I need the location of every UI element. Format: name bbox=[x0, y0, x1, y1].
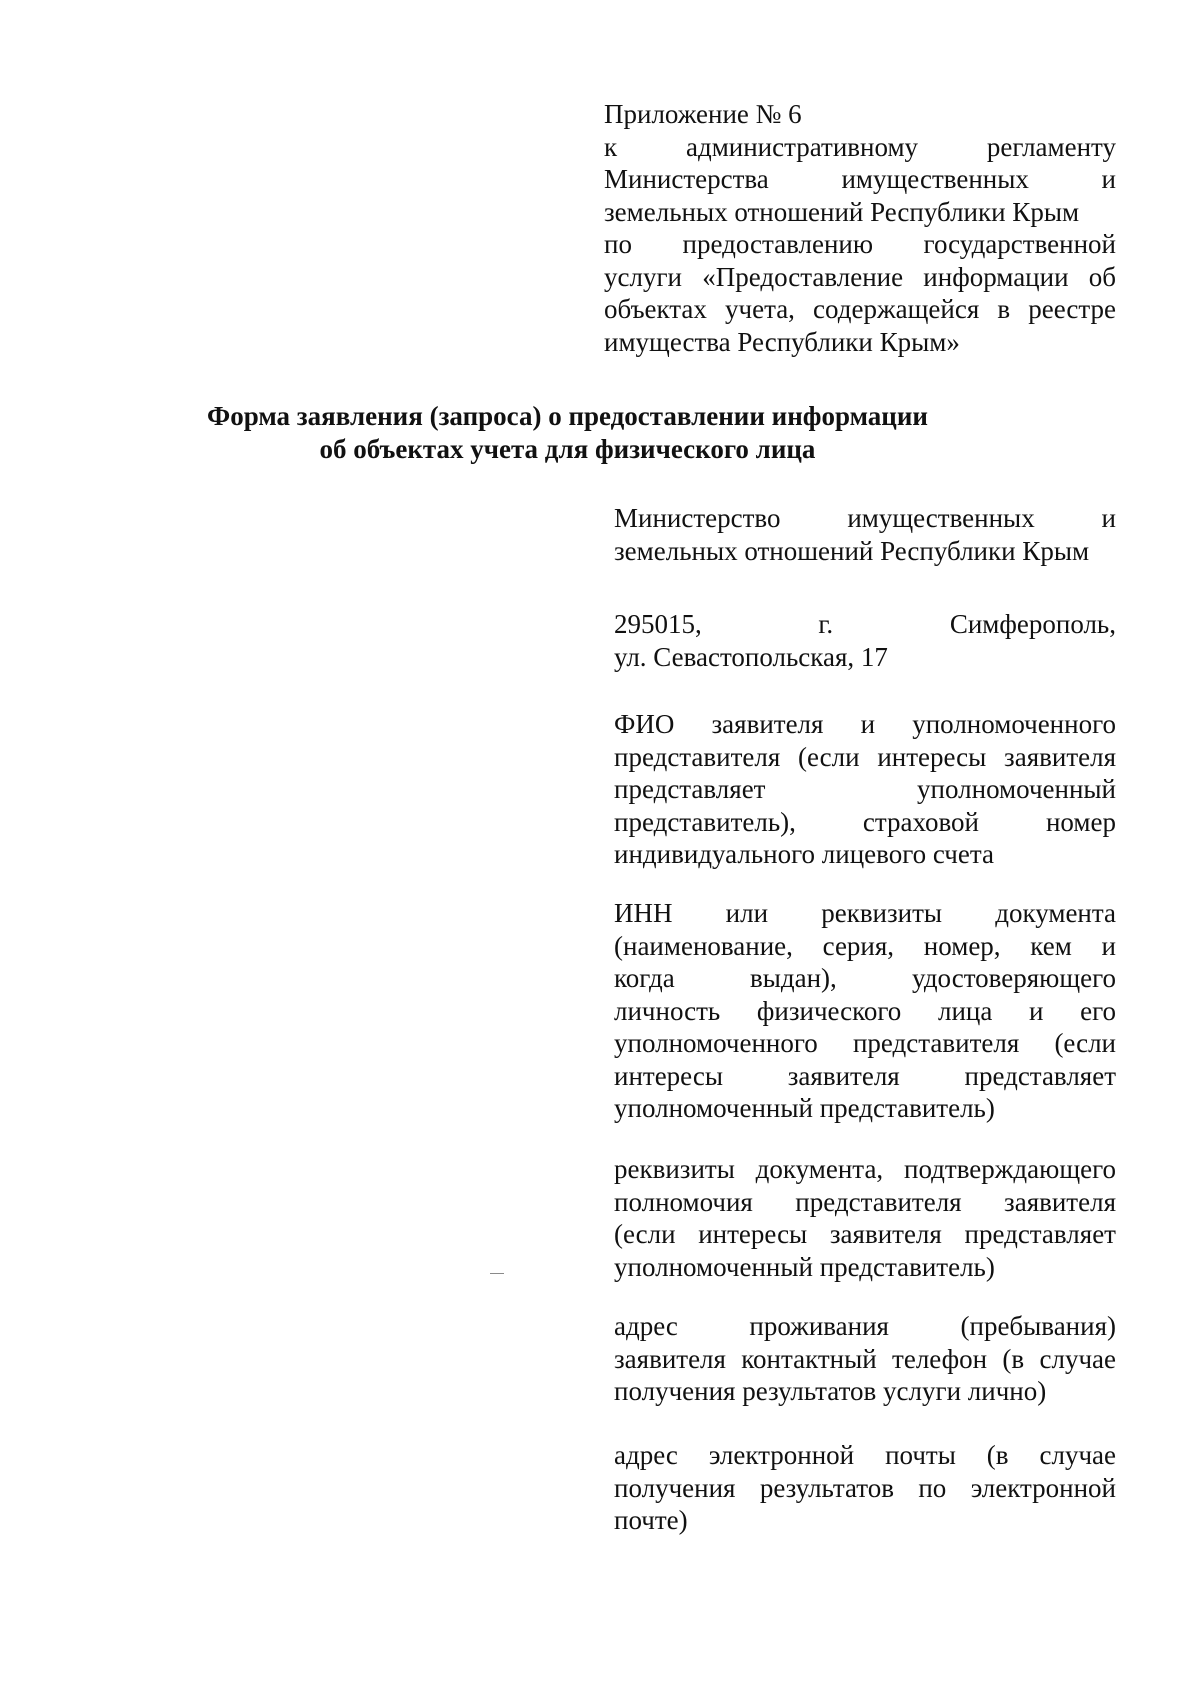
appendix-line: Министерства имущественных и bbox=[604, 164, 1116, 194]
appendix-line: объектах учета, содержащейся в реестре bbox=[604, 294, 1116, 324]
scan-mark bbox=[490, 1273, 504, 1274]
email-line: получения результатов по электронной bbox=[614, 1472, 1116, 1503]
residence-line: адрес проживания (пребывания) bbox=[614, 1311, 1116, 1341]
residence-line: получения результатов услуги лично) bbox=[614, 1376, 1047, 1406]
appendix-line: к административному регламенту bbox=[604, 131, 1116, 162]
appendix-line: земельных отношений Республики Крым bbox=[604, 196, 1080, 227]
residence-block bbox=[614, 1310, 1116, 1408]
identity-document-line: ИНН или реквизиты документа bbox=[614, 898, 1116, 928]
identity-document-line: (наименование, серия, номер, кем и bbox=[614, 930, 1116, 961]
authority-document-block bbox=[614, 1153, 1116, 1283]
appendix-line: по предоставлению государственной bbox=[604, 229, 1116, 259]
authority-document-line: уполномоченный представитель) bbox=[614, 1251, 995, 1282]
identity-document-line: интересы заявителя представляет bbox=[614, 1060, 1116, 1091]
recipient-line: земельных отношений Республики Крым bbox=[614, 535, 1090, 566]
email-block bbox=[614, 1439, 1116, 1537]
form-title bbox=[150, 400, 985, 466]
applicant-name-line: представителя (если интересы заявителя bbox=[614, 741, 1116, 772]
recipient-block bbox=[614, 502, 1116, 567]
appendix-line: имущества Республики Крым» bbox=[604, 326, 960, 357]
appendix-header bbox=[604, 98, 1116, 358]
authority-document-line: полномочия представителя заявителя bbox=[614, 1186, 1116, 1217]
appendix-number: Приложение № 6 bbox=[604, 99, 802, 129]
appendix-line: услуги «Предоставление информации об bbox=[604, 261, 1116, 292]
residence-line: заявителя контактный телефон (в случае bbox=[614, 1343, 1116, 1374]
email-line: почте) bbox=[614, 1505, 688, 1535]
identity-document-line: когда выдан), удостоверяющего bbox=[614, 963, 1116, 993]
authority-document-line: реквизиты документа, подтверждающего bbox=[614, 1154, 1116, 1184]
applicant-name-block bbox=[614, 708, 1116, 871]
identity-document-line: личность физического лица и его bbox=[614, 995, 1116, 1026]
form-title-line: об объектах учета для физического лица bbox=[319, 434, 816, 464]
applicant-name-line: индивидуального лицевого счета bbox=[614, 839, 994, 869]
identity-document-line: уполномоченный представитель) bbox=[614, 1093, 995, 1123]
applicant-name-line: представляет уполномоченный bbox=[614, 774, 1116, 804]
address-line: ул. Севастопольская, 17 bbox=[614, 641, 888, 672]
identity-document-block bbox=[614, 897, 1116, 1125]
form-title-line: Форма заявления (запроса) о предоставлении информации bbox=[207, 401, 928, 431]
address-line: 295015, г. Симферополь, bbox=[614, 609, 1116, 639]
identity-document-line: уполномоченного представителя (если bbox=[614, 1028, 1116, 1058]
address-block bbox=[614, 608, 1116, 673]
authority-document-line: (если интересы заявителя представляет bbox=[614, 1219, 1116, 1249]
email-line: адрес электронной почты (в случае bbox=[614, 1440, 1116, 1470]
applicant-name-line: ФИО заявителя и уполномоченного bbox=[614, 709, 1116, 739]
recipient-line: Министерство имущественных и bbox=[614, 503, 1116, 533]
applicant-name-line: представитель), страховой номер bbox=[614, 806, 1116, 837]
